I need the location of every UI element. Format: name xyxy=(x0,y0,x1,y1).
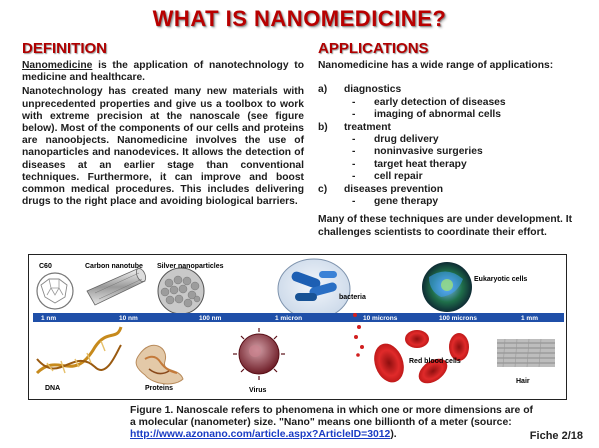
label-virus: Virus xyxy=(249,387,267,394)
application-category xyxy=(318,184,590,196)
silver-nanoparticles xyxy=(158,268,204,314)
scale-label: 10 nm xyxy=(119,315,138,322)
applications-closing: Many of these techniques are under development. It challenges scientists to coordinate their effort. xyxy=(318,214,573,238)
item-dash: - xyxy=(352,109,356,121)
item-label: target heat therapy xyxy=(374,158,467,170)
definition-text xyxy=(22,60,304,210)
item-label: noninvasive surgeries xyxy=(374,146,483,158)
application-item xyxy=(318,134,590,146)
caption-tail: ). xyxy=(390,429,397,441)
proteins-image xyxy=(136,345,183,384)
scale-label: 100 nm xyxy=(199,315,222,322)
application-category xyxy=(318,84,590,96)
scale-label: 1 nm xyxy=(41,315,57,322)
bacteria-image xyxy=(278,259,350,319)
scale-label: 1 mm xyxy=(521,315,538,322)
dna-image xyxy=(37,327,121,373)
c60-molecule xyxy=(37,273,73,309)
scale-label: 1 micron xyxy=(275,315,303,322)
application-item xyxy=(318,159,590,171)
label-eukaryotic-cells: Eukaryotic cells xyxy=(474,276,528,283)
definition-paragraph-1 xyxy=(22,60,304,84)
eukaryotic-cells-image xyxy=(422,262,472,312)
applications-intro: Nanomedicine has a wide range of applications: xyxy=(318,60,554,71)
applications-heading: APPLICATIONS xyxy=(318,40,429,57)
label-dna: DNA xyxy=(45,385,61,392)
item-label: early detection of diseases xyxy=(374,96,506,108)
category-letter: a) xyxy=(318,84,328,96)
label-bacteria: bacteria xyxy=(339,294,366,301)
figure-caption xyxy=(130,405,540,442)
source-link[interactable]: http://www.azonano.com/article.aspx?ArticleID=3012 xyxy=(130,429,391,441)
nanoscale-illustration xyxy=(29,255,567,400)
item-label: imaging of abnormal cells xyxy=(374,109,502,121)
application-item xyxy=(318,146,590,158)
applications-list xyxy=(318,60,590,239)
application-item xyxy=(318,171,590,183)
label-proteins: Proteins xyxy=(145,385,174,392)
category-letter: c) xyxy=(318,183,328,195)
category-label: diseases prevention xyxy=(344,183,444,195)
label-silver-nanoparticles: Silver nanoparticles xyxy=(157,263,224,270)
page-indicator: Fiche 2/18 xyxy=(529,430,583,442)
page-title: WHAT IS NANOMEDICINE? xyxy=(152,6,447,31)
applications-categories xyxy=(318,84,590,208)
item-dash: - xyxy=(352,158,356,170)
carbon-nanotube xyxy=(87,267,148,305)
application-item xyxy=(318,97,590,109)
item-label: cell repair xyxy=(374,171,423,183)
caption-text: Figure 1. Nanoscale refers to phenomena in which one or more dimensions are of a molecular (nanometer) size. "Nano" means one billionth of a meter (source: xyxy=(130,405,534,429)
definition-heading: DEFINITION xyxy=(22,40,107,57)
label-red-blood-cells: Red blood cells xyxy=(409,358,461,365)
virus-image xyxy=(233,328,285,380)
label-c60: C60 xyxy=(39,263,52,270)
scale-label: 10 microns xyxy=(363,315,398,322)
item-dash: - xyxy=(352,171,356,183)
item-dash: - xyxy=(352,146,356,158)
label-carbon-nanotube: Carbon nanotube xyxy=(85,263,143,270)
category-label: treatment xyxy=(344,121,391,133)
application-item xyxy=(318,109,590,121)
definition-paragraph-2: Nanotechnology has created many new materials with unprecedented properties and give us a toolbox to work with extreme precision at the nanoscale (see figure below). Most of the components of our cells and proteins are nanoobjects. Nanomedicine involves the use of nanoparticles and nanodevices. It allows the detection of diseases at an earlier stage than conventional techniques. Furthermore, it can improve and boost common medical procedures. This includes delivering drugs to the right place and avoiding biological barriers. xyxy=(22,86,304,208)
nanoscale-figure xyxy=(28,254,567,400)
nanomedicine-term: Nanomedicine xyxy=(22,60,93,71)
category-label: diagnostics xyxy=(344,84,402,96)
label-hair: Hair xyxy=(516,378,530,385)
item-label: gene therapy xyxy=(374,196,439,208)
hair-image xyxy=(497,339,555,367)
application-category xyxy=(318,122,590,134)
item-label: drug delivery xyxy=(374,134,439,146)
scale-label: 100 microns xyxy=(439,315,477,322)
item-dash: - xyxy=(352,196,356,208)
item-dash: - xyxy=(352,134,356,146)
definition-sentence: is the application of nanotechnology to medicine and healthcare. xyxy=(22,60,304,84)
category-letter: b) xyxy=(318,121,328,133)
application-item xyxy=(318,196,590,208)
item-dash: - xyxy=(352,96,356,108)
